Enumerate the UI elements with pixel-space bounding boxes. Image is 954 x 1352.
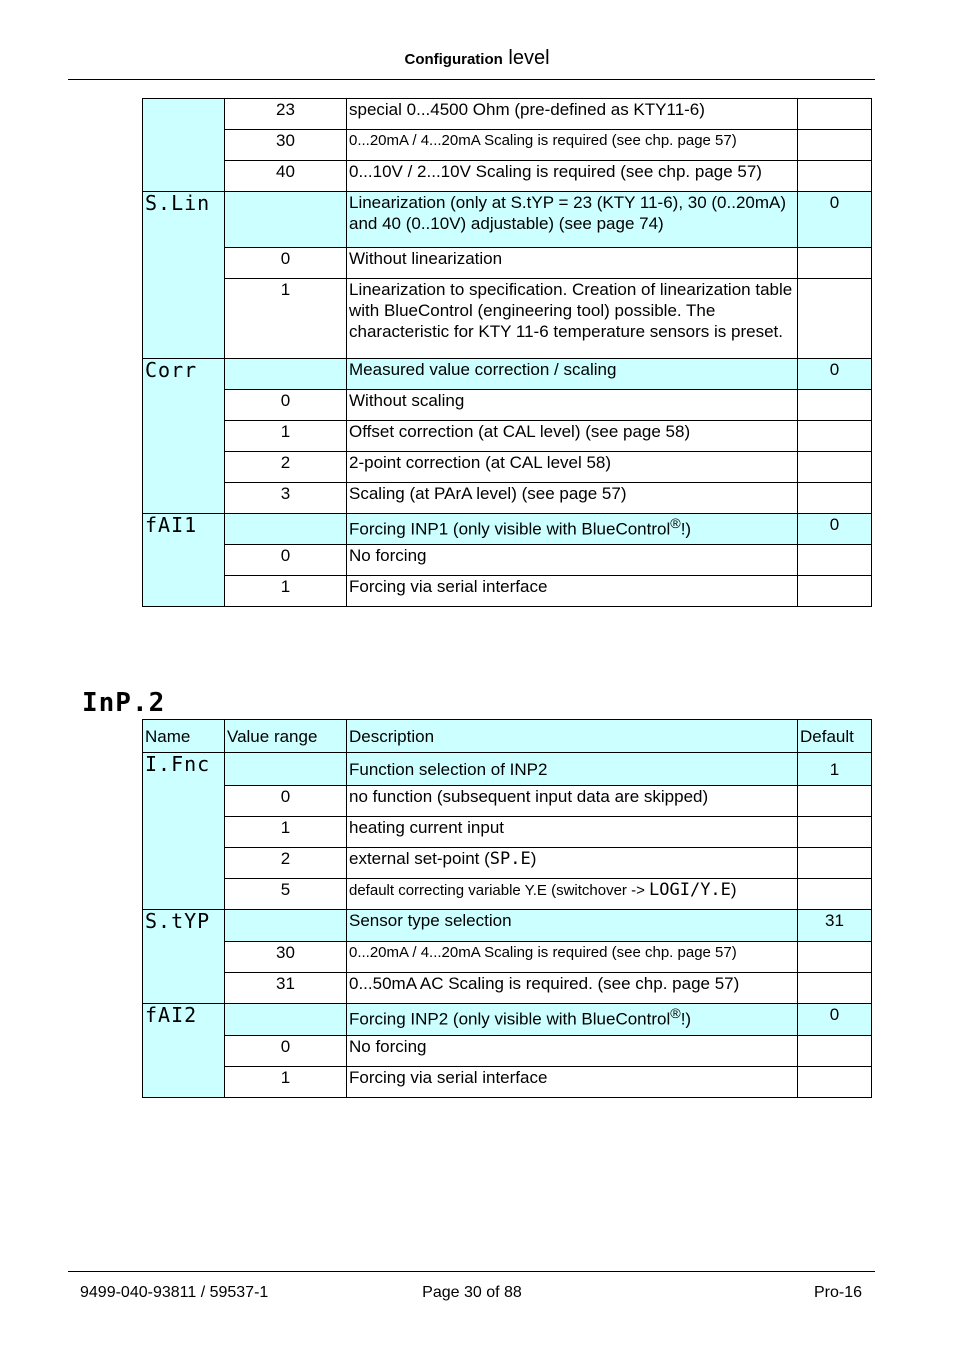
default-cell <box>798 848 872 879</box>
opt5-code: LOGI/Y.E <box>649 880 731 900</box>
value-cell: 0 <box>225 390 347 421</box>
table-row <box>143 161 872 192</box>
value-cell <box>225 753 347 786</box>
table-row <box>143 192 872 248</box>
default-cell <box>798 942 872 973</box>
input2-parameter-table <box>142 719 872 1098</box>
fai1-desc-end: !) <box>680 519 692 539</box>
footer-product: Pro-16 <box>813 1284 862 1301</box>
header-description: Description <box>347 720 798 753</box>
default-cell <box>798 879 872 910</box>
description-cell <box>347 848 798 879</box>
description-cell: Linearization (only at S.tYP = 23 (KTY 11-6), 30 (0..20mA) and 40 (0..10V) adjustable) (see page 74) <box>347 192 798 248</box>
description-cell: heating current input <box>347 817 798 848</box>
value-cell: 1 <box>225 817 347 848</box>
footer-page-number: Page 30 of 88 <box>422 1284 522 1301</box>
param-name-corr: Corr <box>143 359 225 514</box>
description-cell: Scaling (at PArA level) (see page 57) <box>347 483 798 514</box>
param-name-fai1: fAI1 <box>143 514 225 607</box>
description-cell: Forcing via serial interface <box>347 1067 798 1098</box>
value-cell <box>225 359 347 390</box>
value-cell: 40 <box>225 161 347 192</box>
value-cell: 1 <box>225 576 347 607</box>
value-cell: 5 <box>225 879 347 910</box>
value-cell: 0 <box>225 248 347 279</box>
param-name-styp: S.tYP <box>143 910 225 1004</box>
table-row <box>143 848 872 879</box>
fai2-desc-end: !) <box>680 1009 692 1029</box>
input1-parameter-table <box>142 98 872 607</box>
description-cell: Linearization to specification. Creation of linearization table with BlueControl (engineering tool) possible. The characteristic for KTY 11-6 temperature sensors is preset. <box>347 279 798 359</box>
default-cell <box>798 1036 872 1067</box>
table-row <box>143 942 872 973</box>
default-cell <box>798 545 872 576</box>
param-name-slin: S.Lin <box>143 192 225 359</box>
table-row <box>143 1036 872 1067</box>
table-row <box>143 753 872 786</box>
registered-mark: ® <box>670 516 681 532</box>
registered-mark: ® <box>670 1006 681 1022</box>
table-row <box>143 248 872 279</box>
footer-doc-number: 9499-040-93811 / 59537-1 <box>80 1284 269 1301</box>
value-cell <box>225 1004 347 1036</box>
value-cell: 2 <box>225 452 347 483</box>
fai1-desc: Forcing INP1 (only visible with BlueControl <box>349 519 671 539</box>
table-row <box>143 130 872 161</box>
description-cell: Offset correction (at CAL level) (see page 58) <box>347 421 798 452</box>
default-cell <box>798 483 872 514</box>
table-row <box>143 421 872 452</box>
table-row <box>143 576 872 607</box>
table-row <box>143 514 872 545</box>
opt2-code: SP.E <box>489 849 531 869</box>
table-row <box>143 879 872 910</box>
default-cell <box>798 576 872 607</box>
param-name-fai2: fAI2 <box>143 1004 225 1098</box>
default-cell: 0 <box>798 359 872 390</box>
default-cell <box>798 786 872 817</box>
description-cell: Forcing via serial interface <box>347 576 798 607</box>
value-cell: 0 <box>225 786 347 817</box>
header-name: Name <box>143 720 225 753</box>
table-row <box>143 483 872 514</box>
description-cell: special 0...4500 Ohm (pre-defined as KTY11-6) <box>347 99 798 130</box>
value-cell: 30 <box>225 942 347 973</box>
table-row <box>143 786 872 817</box>
value-cell: 2 <box>225 848 347 879</box>
table-row <box>143 1004 872 1036</box>
description-cell: Measured value correction / scaling <box>347 359 798 390</box>
value-cell <box>225 192 347 248</box>
default-cell: 0 <box>798 1004 872 1036</box>
value-cell <box>225 514 347 545</box>
value-cell: 3 <box>225 483 347 514</box>
value-cell: 0 <box>225 545 347 576</box>
param-name-ifnc: I.Fnc <box>143 753 225 910</box>
value-cell: 1 <box>225 421 347 452</box>
header-value-range: Value range <box>225 720 347 753</box>
description-cell <box>347 879 798 910</box>
description-cell: Function selection of INP2 <box>347 753 798 786</box>
table-row <box>143 99 872 130</box>
description-cell: 2-point correction (at CAL level 58) <box>347 452 798 483</box>
footer-rule <box>68 1271 875 1272</box>
default-cell <box>798 817 872 848</box>
description-cell: no function (subsequent input data are skipped) <box>347 786 798 817</box>
page-header <box>0 44 954 74</box>
description-cell: 0...50mA AC Scaling is required. (see chp. page 57) <box>347 973 798 1004</box>
description-cell: No forcing <box>347 1036 798 1067</box>
table-row <box>143 910 872 942</box>
default-cell <box>798 1067 872 1098</box>
description-cell: Without linearization <box>347 248 798 279</box>
value-cell: 31 <box>225 973 347 1004</box>
default-cell: 0 <box>798 192 872 248</box>
opt5-desc-pre: default correcting variable Y.E (switchover -> <box>349 882 650 899</box>
default-cell <box>798 248 872 279</box>
description-cell <box>347 1004 798 1036</box>
table-row <box>143 817 872 848</box>
opt2-desc-post: ) <box>530 849 537 868</box>
table-row <box>143 973 872 1004</box>
name-cell-empty <box>143 99 225 192</box>
opt5-desc-post: ) <box>730 880 737 899</box>
description-cell: 0...10V / 2...10V Scaling is required (see chp. page 57) <box>347 161 798 192</box>
value-cell: 30 <box>225 130 347 161</box>
description-cell: 0...20mA / 4...20mA Scaling is required (see chp. page 57) <box>347 942 798 973</box>
table-row <box>143 390 872 421</box>
description-cell: No forcing <box>347 545 798 576</box>
default-cell <box>798 421 872 452</box>
default-cell <box>798 452 872 483</box>
fai2-desc: Forcing INP2 (only visible with BlueControl <box>349 1009 671 1029</box>
description-cell: Without scaling <box>347 390 798 421</box>
default-cell <box>798 279 872 359</box>
description-cell: Sensor type selection <box>347 910 798 942</box>
table-header-row <box>143 720 872 753</box>
default-cell: 1 <box>798 753 872 786</box>
description-cell: 0...20mA / 4...20mA Scaling is required (see chp. page 57) <box>347 130 798 161</box>
default-cell <box>798 973 872 1004</box>
default-cell <box>798 130 872 161</box>
table-row <box>143 1067 872 1098</box>
value-cell: 0 <box>225 1036 347 1067</box>
description-cell <box>347 514 798 545</box>
section-title: InP.2 <box>82 688 166 718</box>
default-cell <box>798 99 872 130</box>
table-row <box>143 359 872 390</box>
default-cell <box>798 390 872 421</box>
value-cell: 23 <box>225 99 347 130</box>
header-rule <box>68 79 875 80</box>
default-cell: 31 <box>798 910 872 942</box>
table-row <box>143 545 872 576</box>
opt2-desc-pre: external set-point ( <box>349 849 490 868</box>
header-default: Default <box>798 720 872 753</box>
header-title-bold: Configuration <box>404 51 503 68</box>
table-row <box>143 452 872 483</box>
table-row <box>143 279 872 359</box>
value-cell: 1 <box>225 279 347 359</box>
value-cell: 1 <box>225 1067 347 1098</box>
header-title-rest: level <box>508 47 550 69</box>
default-cell <box>798 161 872 192</box>
default-cell: 0 <box>798 514 872 545</box>
value-cell <box>225 910 347 942</box>
